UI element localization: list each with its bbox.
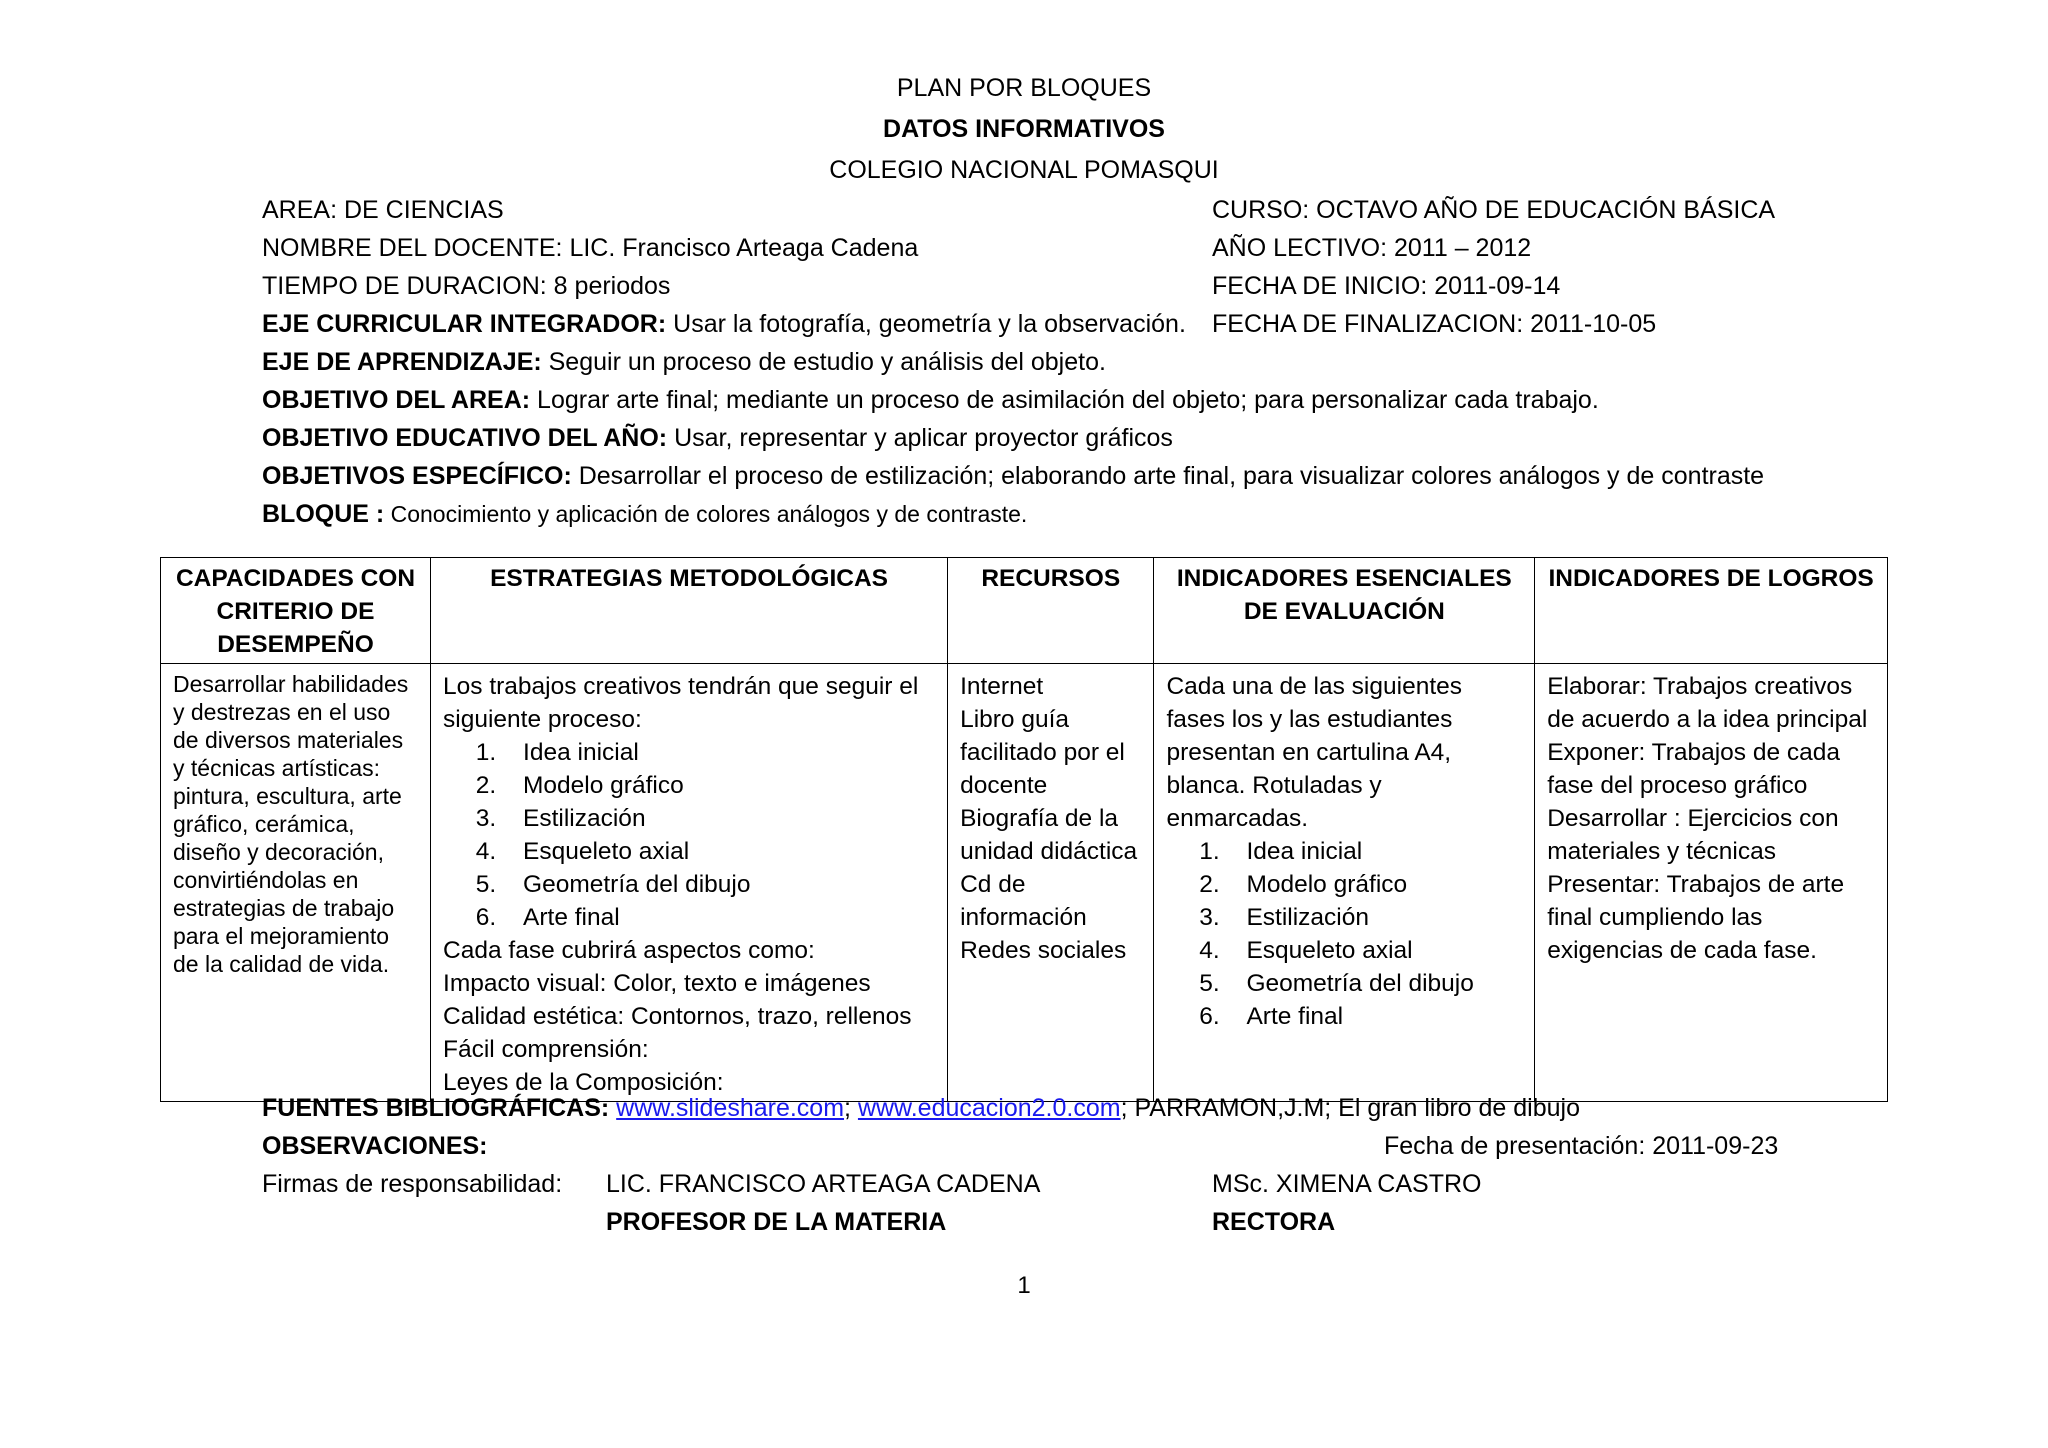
info-right-block — [1212, 191, 1775, 343]
info-curso: CURSO: OCTAVO AÑO DE EDUCACIÓN BÁSICA — [1212, 196, 1776, 224]
slideshare-link[interactable]: www.slideshare.com — [616, 1094, 845, 1122]
info-objetivo-area: OBJETIVO DEL AREA: Lograr arte final; mediante un proceso de asimilación del objeto; para personalizar cada trabajo. — [262, 386, 1599, 414]
table-row — [161, 664, 1888, 1102]
fuentes-rest: ; PARRAMON,J.M; El gran libro de dibujo — [1120, 1094, 1581, 1122]
info-objetivos-especifico: OBJETIVOS ESPECÍFICO: Desarrollar el proceso de estilización; elaborando arte final, para visualizar colores análogos y de contraste — [262, 462, 1765, 490]
info-tiempo: TIEMPO DE DURACION: 8 periodos — [262, 272, 671, 300]
list-item: 5. Geometría del dibujo — [503, 868, 935, 901]
indicadores-list — [1166, 835, 1522, 1033]
list-item: 4. Esqueleto axial — [503, 835, 935, 868]
header-estrategias: ESTRATEGIAS METODOLÓGICAS — [431, 558, 948, 664]
cell-recursos — [948, 664, 1154, 1102]
list-item: 2. Modelo gráfico — [503, 769, 935, 802]
header-indicadores-esenciales: INDICADORES ESENCIALES DE EVALUACIÓN — [1154, 558, 1535, 664]
fecha-presentacion: Fecha de presentación: 2011-09-23 — [1384, 1132, 1779, 1160]
cell-indicadores-esenciales — [1154, 664, 1535, 1102]
info-docente: NOMBRE DEL DOCENTE: LIC. Francisco Arteaga Cadena — [262, 234, 919, 262]
educacion-link[interactable]: www.educacion2.0.com — [857, 1094, 1121, 1122]
info-area: AREA: DE CIENCIAS — [262, 196, 504, 224]
logro-item: Elaborar: Trabajos creativos de acuerdo a la idea principal — [1547, 673, 1868, 733]
observaciones-label: OBSERVACIONES: — [262, 1132, 488, 1160]
fuentes-line: FUENTES BIBLIOGRÁFICAS: www.slideshare.com; www.educacion2.0.com; PARRAMON,J.M; El gran libro de dibujo — [262, 1094, 1581, 1122]
list-item: 1. Idea inicial — [503, 736, 935, 769]
table-header-row — [161, 558, 1888, 664]
info-bloque: BLOQUE : Conocimiento y aplicación de colores análogos y de contraste. — [262, 500, 1028, 528]
recurso-item: Biografía de la unidad didáctica — [960, 805, 1138, 865]
estrategias-line: Impacto visual: Color, texto e imágenes — [443, 970, 871, 997]
plan-table — [160, 557, 1888, 1102]
info-eje-aprendizaje: EJE DE APRENDIZAJE: Seguir un proceso de estudio y análisis del objeto. — [262, 348, 1106, 376]
estrategias-line: Fácil comprensión: — [443, 1036, 649, 1063]
datos-title: DATOS INFORMATIVOS — [883, 115, 1165, 143]
header-indicadores-logros: INDICADORES DE LOGROS — [1535, 558, 1888, 664]
cell-capacidades — [161, 664, 431, 1102]
estrategias-line: Cada fase cubrirá aspectos como: — [443, 937, 815, 964]
indicadores-intro: Cada una de las siguientes fases los y las estudiantes presentan en cartulina A4, blanca. Rotuladas y enmarcadas. — [1166, 673, 1463, 832]
list-item: 5. Geometría del dibujo — [1226, 967, 1522, 1000]
info-fecha-fin: FECHA DE FINALIZACION: 2011-10-05 — [1212, 310, 1657, 338]
list-item: 3. Estilización — [503, 802, 935, 835]
firmas-label: Firmas de responsabilidad: — [262, 1170, 563, 1198]
recurso-item: Redes sociales — [960, 937, 1127, 964]
logro-item: Desarrollar : Ejercicios con materiales y técnicas — [1547, 805, 1839, 865]
cell-indicadores-logros — [1535, 664, 1888, 1102]
capacidades-text: Desarrollar habilidades y destrezas en el uso de diversos materiales y técnicas artísticas: pintura, escultura, arte gráfico, cerámica, diseño y decoración, convirtiéndolas en estrategias de trabajo para el mejoramiento de la calidad de vida. — [173, 671, 409, 977]
page-number: 1 — [1017, 1272, 1031, 1299]
list-item: 6. Arte final — [503, 901, 935, 934]
cell-estrategias — [431, 664, 948, 1102]
firma-rectora-name: MSc. XIMENA CASTRO — [1212, 1170, 1482, 1198]
info-eje-curricular: EJE CURRICULAR INTEGRADOR: Usar la fotografía, geometría y la observación. — [262, 310, 1186, 338]
info-fecha-inicio: FECHA DE INICIO: 2011-09-14 — [1212, 272, 1561, 300]
fuentes-label: FUENTES BIBLIOGRÁFICAS: — [262, 1094, 610, 1122]
recurso-item: Cd de información — [960, 871, 1087, 931]
firma-profesor-name: LIC. FRANCISCO ARTEAGA CADENA — [606, 1170, 1041, 1198]
info-anio-lectivo: AÑO LECTIVO: 2011 – 2012 — [1212, 234, 1532, 262]
list-item: 1. Idea inicial — [1226, 835, 1522, 868]
logro-item: Exponer: Trabajos de cada fase del proceso gráfico — [1547, 739, 1841, 799]
recurso-item: Libro guía facilitado por el docente — [960, 706, 1125, 799]
header-recursos: RECURSOS — [948, 558, 1154, 664]
estrategias-line: Calidad estética: Contornos, trazo, rellenos — [443, 1003, 912, 1030]
firma-profesor-role: PROFESOR DE LA MATERIA — [606, 1208, 947, 1236]
plan-title: PLAN POR BLOQUES — [896, 74, 1152, 102]
firma-rectora-role: RECTORA — [1212, 1208, 1336, 1236]
recurso-item: Internet — [960, 673, 1044, 700]
info-objetivo-anio: OBJETIVO EDUCATIVO DEL AÑO: Usar, representar y aplicar proyector gráficos — [262, 424, 1173, 452]
estrategias-intro: Los trabajos creativos tendrán que seguir el siguiente proceso: — [443, 673, 919, 733]
header-capacidades: CAPACIDADES CON CRITERIO DE DESEMPEÑO — [161, 558, 431, 664]
estrategias-line: Leyes de la Composición: — [443, 1069, 724, 1096]
list-item: 6. Arte final — [1226, 1000, 1522, 1033]
estrategias-list — [443, 736, 935, 934]
list-item: 3. Estilización — [1226, 901, 1522, 934]
colegio-title: COLEGIO NACIONAL POMASQUI — [829, 156, 1219, 184]
list-item: 4. Esqueleto axial — [1226, 934, 1522, 967]
logro-item: Presentar: Trabajos de arte final cumpliendo las exigencias de cada fase. — [1547, 871, 1845, 964]
list-item: 2. Modelo gráfico — [1226, 868, 1522, 901]
